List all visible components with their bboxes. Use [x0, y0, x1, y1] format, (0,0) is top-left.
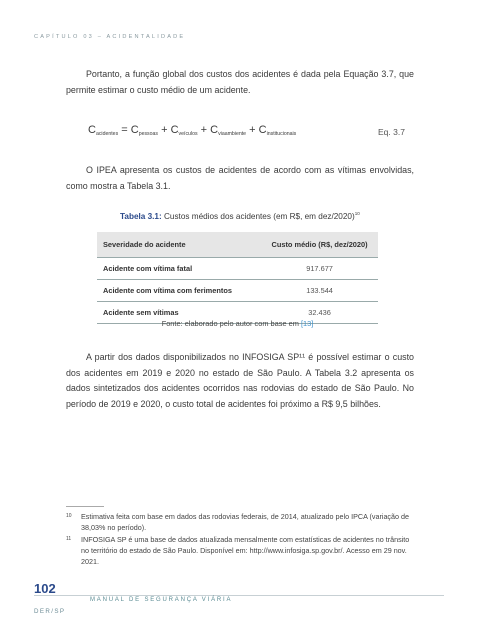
equation-number: Eq. 3.7: [378, 127, 405, 137]
cell-cost: 32.436: [261, 302, 378, 324]
org-label: DER/SP: [34, 608, 66, 615]
chapter-header: CAPÍTULO 03 – ACIDENTALIDADE: [34, 34, 186, 40]
table-header-row: [97, 232, 378, 258]
costs-table: [97, 232, 378, 324]
footnote-10: [66, 511, 414, 533]
paragraph-text: Portanto, a função global dos custos dos acidentes é dada pela Equação 3.7, que permite estimar o custo médio de um acidente.: [66, 69, 414, 95]
header-cost: Custo médio (R$, dez/2020): [261, 232, 378, 258]
footnote-divider: [66, 506, 104, 507]
cell-severity: Acidente com vítima fatal: [97, 258, 261, 280]
source-text: Fonte: elaborado pelo autor com base em: [161, 319, 299, 328]
paragraph-text: A partir dos dados disponibilizados no INFOSIGA SP¹¹ é possível estimar o custo dos acidentes em 2019 e 2020 no estado de São Paulo. A Tabela 3.2 apresenta os dados sintetizados dos acidentes ocorridos nas rodovias do estado de São Paulo. No período de 2019 e 2020, o custo total de acidentes foi próximo a R$ 9,5 bilhões.: [66, 352, 414, 409]
table-source: [97, 319, 378, 328]
cell-severity: Acidente com vítima com ferimentos: [97, 280, 261, 302]
page-number: 102: [34, 581, 56, 596]
footer-divider: [34, 595, 444, 596]
table-caption-label: Tabela 3.1:: [120, 212, 162, 221]
paragraph-text: O IPEA apresenta os custos de acidentes de acordo com as vítimas envolvidas, como mostra a Tabela 3.1.: [66, 165, 414, 191]
cell-cost: 133.544: [261, 280, 378, 302]
paragraph-ipea: [66, 163, 414, 194]
footnote-text: Estimativa feita com base em dados das rodovias federais, de 2014, atualizado pelo IPCA (variação de 38,03% no período).: [81, 512, 410, 532]
footnote-text: INFOSIGA SP é uma base de dados atualizada mensalmente com estatísticas de acidentes no trânsito no território do estado de São Paulo. Disponível em: http://www.infosiga.sp.gov.br/. Acesso em 29 nov. 2021.: [81, 535, 410, 566]
cell-cost: 917.677: [261, 258, 378, 280]
table-caption: [120, 211, 360, 221]
paragraph-equation-intro: [66, 67, 414, 98]
source-reference-link[interactable]: [13]: [300, 319, 314, 328]
footnote-number: 11: [66, 536, 72, 542]
footnote-ref: 10: [354, 211, 360, 216]
manual-title: MANUAL DE SEGURANÇA VIÁRIA: [90, 597, 233, 603]
table-row: [97, 280, 378, 302]
footnote-11: [66, 534, 414, 567]
header-severity: Severidade do acidente: [97, 232, 261, 258]
table-caption-text: Custos médios dos acidentes (em R$, em dez/2020): [164, 212, 355, 221]
cell-severity: Acidente sem vítimas: [97, 302, 261, 324]
paragraph-infosiga: [66, 350, 414, 412]
equation-3-7: $C_{acidentes} = C_{pessoas} + C_{veículos} + C_{viaambiente} + C_{institucionais}$: [88, 124, 297, 137]
footnote-number: 10: [66, 513, 72, 519]
table-row: [97, 258, 378, 280]
